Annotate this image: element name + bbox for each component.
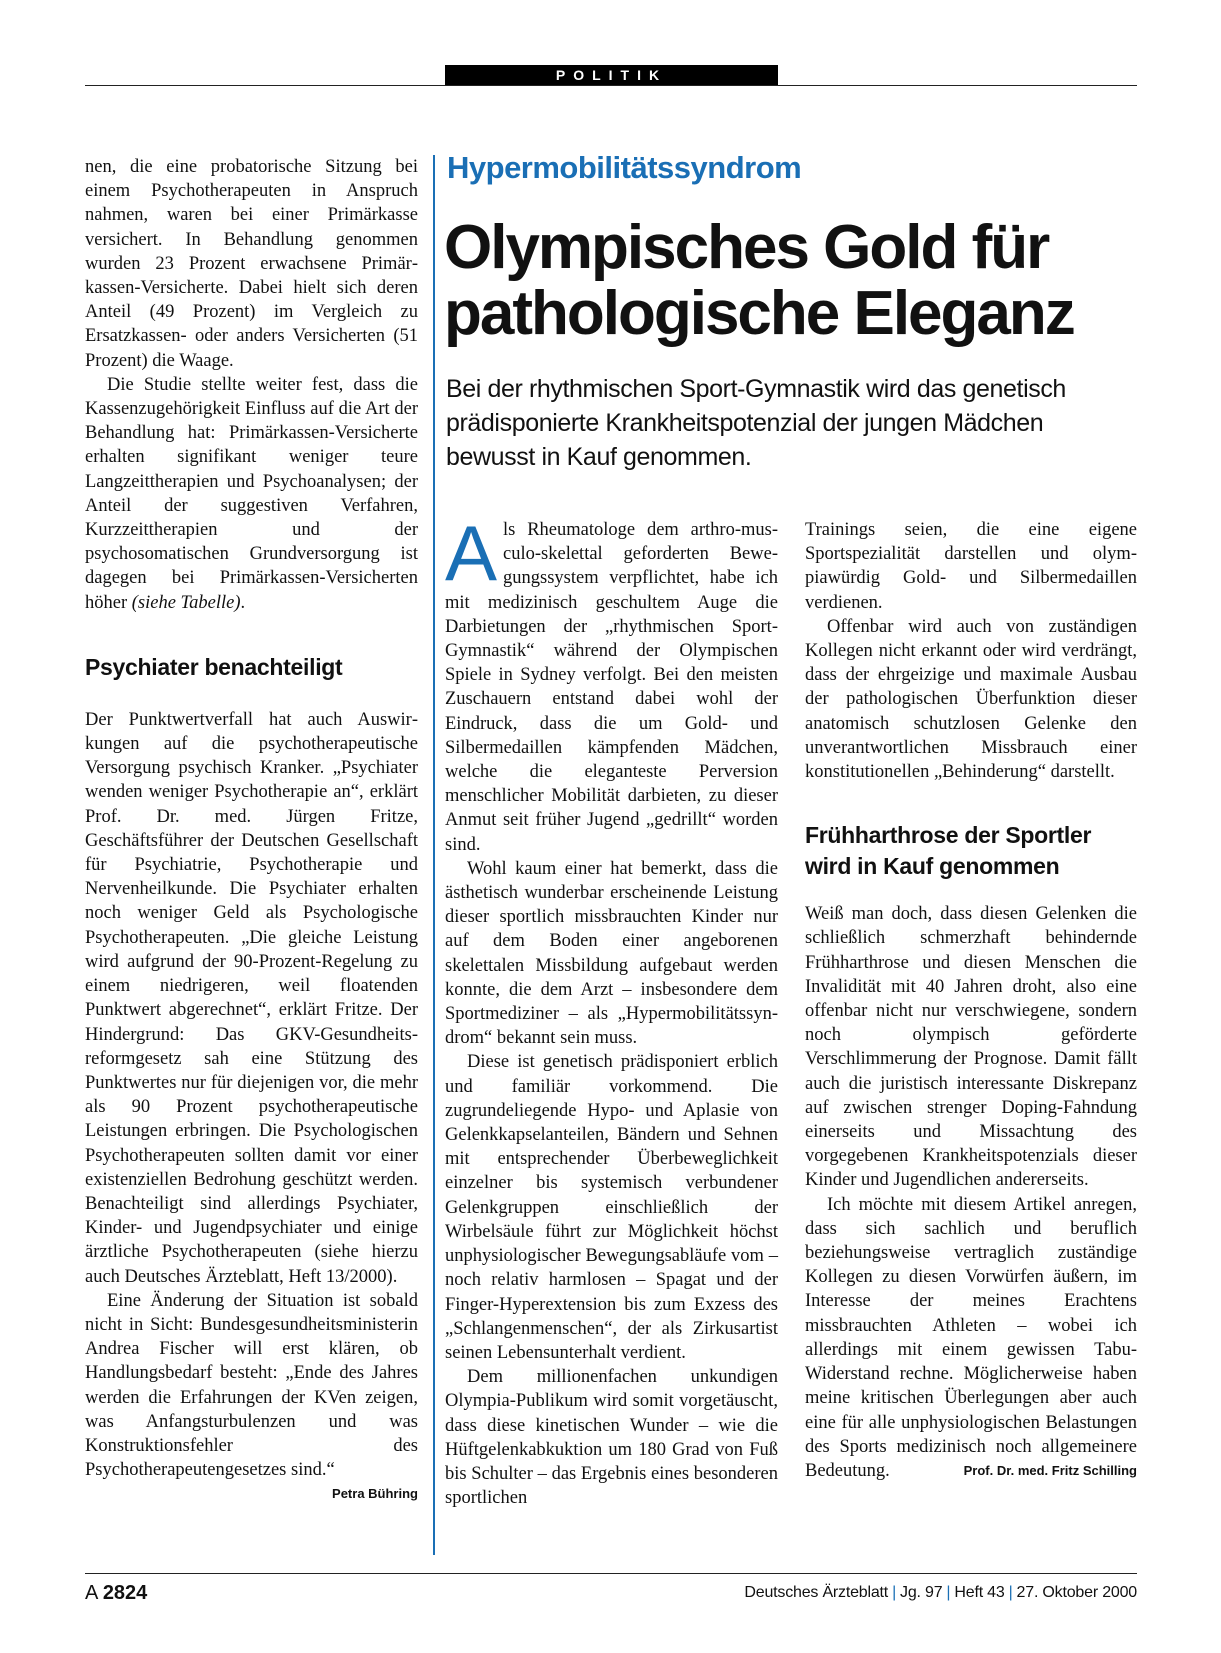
paragraph <box>805 1193 1137 1483</box>
column-right <box>805 518 1137 1483</box>
paragraph: Trainings seien, die eine eigene Sportspezialität darstellen und olympiawürdig Gold- und Silbermedaillen verdienen. <box>805 520 1137 613</box>
paragraph-text: Die Studie stellte weiter fest, dass die Kassenzugehörigkeit Einfluss auf die Art der Behandlung hat: Primärkassen-Versicherte erhalten signifikant weniger teure Langzeittherapien und Psychoanalysen; der Anteil der suggestiven Verfahren, Kurzzeittherapien und der psychosomatischen Grundversorgung ist dagegen bei Primärkassen-Versicherten höher <box>85 374 418 613</box>
journal-volume: Jg. 97 <box>900 1584 943 1601</box>
paragraph <box>85 1289 418 1502</box>
paragraph: Offenbar wird auch von zuständigen Kollegen nicht erkannt oder wird verdrängt, dass der ehrgeizige und maximale Ausbau der pathologischen Überfunktion dieser anatomisch schutzlosen Gelenke den unverantwortlichen Missbrauch einer konstitutionellen „Behinderung“ darstellt. <box>805 616 1137 783</box>
column-divider <box>433 155 435 1555</box>
subheading <box>805 820 1137 882</box>
subheading: Psychiater benachteiligt <box>85 653 343 680</box>
paragraph: Der Punktwertverfall hat auch Auswirkungen auf die psychotherapeutische Versorgung psychisch Kranker. „Psychiater wenden weniger Psychotherapie an“, erklärt Prof. Dr. med. Jürgen Fritze, Geschäftsführer der Deutschen Gesellschaft für Psychiatrie, Psychotherapie und Nervenheilkunde. Die Psychiater erhalten noch weniger Geld als Psychologische Psychotherapeuten. „Die gleiche Leistung wird aufgrund der 90-Prozent-Regelung zu einem niedrigeren, weil floatenden Punktwert abgerechnet“, erklärt Fritze. Der Hindergrund: Das GKV-Gesundheitsreformgesetz sah eine Stützung des Punktwertes nur für diejenigen vor, die mehr als 90 Prozent psychotherapeutische Leistungen erbringen. Die Psychologischen Psychotherapeuten sollten damit vor einer existenziellen Bedrohung geschützt werden. Benachteiligt sind allerdings Psychiater, Kinder- und Jugendpsychiater und einige ärztliche Psychotherapeuten (siehe hierzu auch Deutsches Ärzteblatt, Heft 13/2000). <box>85 709 418 1287</box>
subheading-line: wird in Kauf genommen <box>805 853 1060 880</box>
column-middle <box>445 509 778 1510</box>
page-number-value: 2824 <box>102 1582 148 1604</box>
headline-line: Olympisches Gold für <box>444 213 1049 282</box>
paragraph: nen, die eine probatorische Sitzung bei einem Psychotherapeuten in Anspruch nahmen, waren bei einer Primärkasse versichert. In Behandlung genommen wurden 23 Prozent erwachsene Primärkassen-Versicherte. Dabei hielt sich deren Anteil (49 Prozent) im Vergleich zu Ersatzkassen- oder anders Versicherten (51 Prozent) die Waage. <box>85 157 418 371</box>
article-headline <box>444 215 1144 347</box>
paragraph <box>445 509 778 857</box>
journal-date: 27. Oktober 2000 <box>1016 1584 1137 1601</box>
header-rule <box>85 85 1137 86</box>
table-reference: (siehe Tabelle) <box>131 592 241 613</box>
drop-cap: A <box>445 509 498 597</box>
column-left <box>85 155 418 1507</box>
subheading-line: Frühharthrose der Sportler <box>805 822 1092 849</box>
author-byline: Prof. Dr. med. Fritz Schilling <box>963 1462 1137 1478</box>
footer-rule <box>85 1573 1137 1574</box>
paragraph: Weiß man doch, dass diesen Gelenken die schließlich schmerzhaft behindernde Frühharthrose und diesen Menschen die Invalidität mit 40 Jahren droht, also eine offenbar nicht nur verschwiegene, sondern noch olympisch geförderte Verschlimmerung der Prognose. Damit fällt auch die juristisch interessante Diskrepanz auf zwischen strenger Doping-Fahndung einerseits und Missachtung des vorgegebenen Krankheitspotenzials dieser Kinder und Jugendlichen andererseits. <box>805 904 1137 1191</box>
paragraph-text: Ich möchte mit diesem Artikel anregen, dass sich sachlich und beruflich beziehungsweise vertraglich zuständige Kollegen zu diesen Vorwürfen äußern, im Interesse der meines Erachtens missbrauchten Athleten – wobei ich allerdings mit einem gewissen Tabu-Widerstand rechne. Möglicherweise haben meine kritischen Überlegungen aber auch eine für alle unphysiologischen Belastungen des Sports medizinisch noch allgemeinere Bedeutung. <box>805 1194 1137 1481</box>
paragraph: Dem millionenfachen unkundigen Olympia-Publikum wird somit vorgetäuscht, dass diese kinetischen Wunder – wie die Hüftgelenkabkuktion um 180 Grad von Fuß bis Schulter – das Ergebnis eines besonderen sportlichen <box>445 1367 778 1509</box>
journal-name: Deutsches Ärzteblatt <box>744 1584 889 1601</box>
page-prefix: A <box>85 1582 98 1604</box>
headline-line: pathologische Eleganz <box>444 279 1074 348</box>
paragraph-end: . <box>240 592 246 613</box>
journal-citation: Deutsches Ärzteblatt | Jg. 97 | Heft 43 | 27. Oktober 2000 <box>744 1584 1137 1601</box>
section-label: POLITIK <box>445 65 778 85</box>
paragraph: Diese ist genetisch prädisponiert erblich und familiär vorkommend. Die zugrundeliegende Hypo- und Aplasie von Gelenkkapselanteilen, Bändern und Sehnen mit entsprechender Überbeweglichkeit einzelner bis systemisch verbundener Gelenkgruppen einschließlich der Wirbelsäule führt zur Möglichkeit höchst unphysiologischer Bewegungsabläufe vom – noch relativ harmlosen – Spagat und der Finger-Hyperextension bis zum Exzess des „Schlangenmenschen“, der als Zirkusartist seinen Lebensunterhalt verdient. <box>445 1052 778 1363</box>
paragraph-text: ls Rheumatologe dem arthro-musculo-skelettal geforderten Bewegungssystem verpflichtet, habe ich mit medizinisch geschultem Auge die Darbietungen der „rhythmischen Sport-Gymnastik“ während der Olympischen Spiele in Sydney verfolgt. Bei den meisten Zuschauern entstand dabei wohl der Eindruck, dass die um Gold- und Silbermedaillen kämpfenden Mädchen, welche die eleganteste Perversion menschlicher Mobilität darbieten, zu dieser Anmut seit früher Jugend „gedrillt“ worden sind. <box>445 520 778 855</box>
author-byline: Petra Bühring <box>332 1486 418 1502</box>
article-kicker: Hypermobilitätssyndrom <box>447 150 802 185</box>
paragraph-text: Eine Änderung der Situation ist sobald nicht in Sicht: Bundesgesundheitsministerin Andrea Fischer will erst klären, ob Handlungsbedarf besteht: „Ende des Jahres werden die Erfahrungen der KVen zeigen, was Anfangsturbulenzen und was Konstruktionsfehler des Psychotherapeutengesetzes sind.“ <box>85 1290 418 1481</box>
article-lead: Bei der rhythmischen Sport-Gymnastik wird das genetisch prädisponierte Krankheitspotenzial der jungen Mädchen bewusst in Kauf genommen. <box>446 375 1066 471</box>
journal-issue: Heft 43 <box>954 1584 1005 1601</box>
paragraph <box>85 373 418 615</box>
paragraph: Wohl kaum einer hat bemerkt, dass die ästhetisch wunderbar erscheinende Leistung dieser sportlich missbrauchten Kinder nur auf dem Boden einer angeborenen skelettalen Missbildung aufgebaut werden konnte, die dem Arzt – insbesondere dem Sportmediziner – als „Hypermobilitätssyndrom“ bekannt sein muss. <box>445 858 778 1049</box>
page-number <box>85 1582 147 1605</box>
